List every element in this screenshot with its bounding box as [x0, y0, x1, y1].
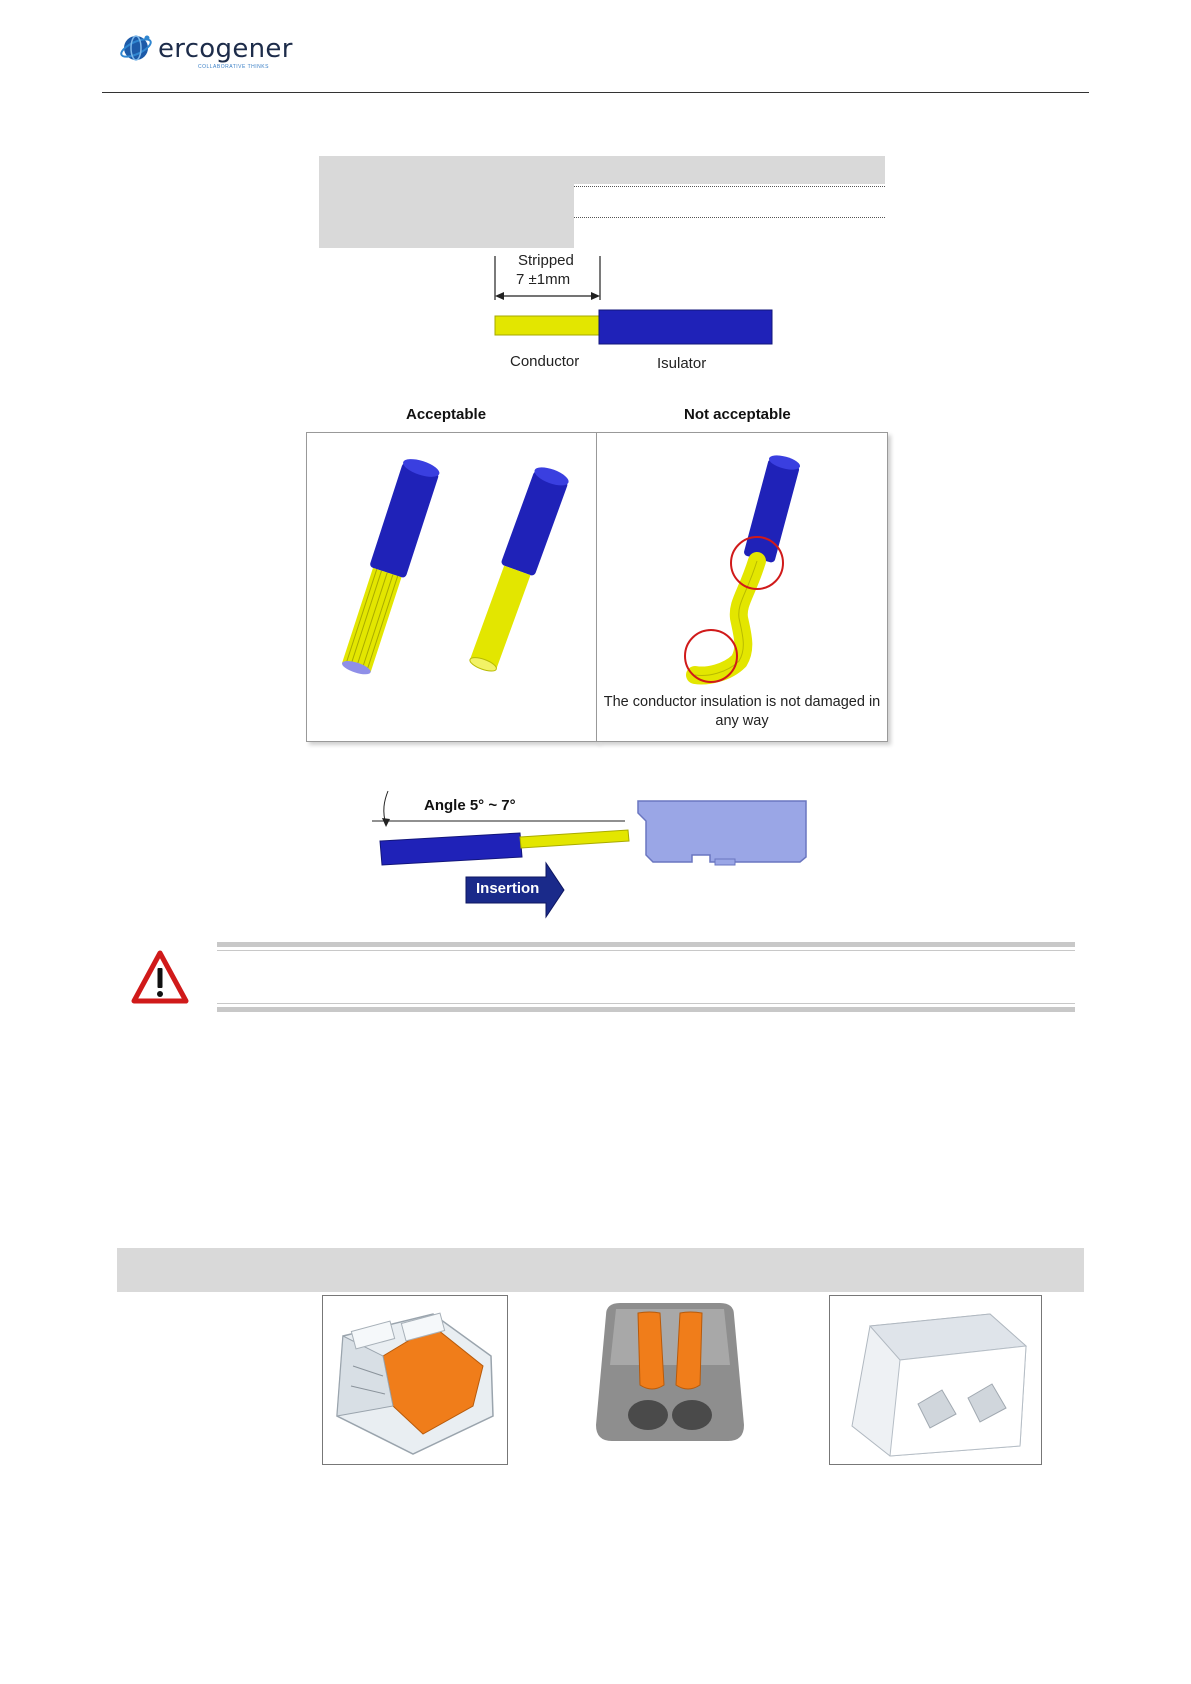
connector-photo-white [829, 1295, 1042, 1465]
grey-connector-image [590, 1295, 750, 1455]
insertion-label: Insertion [476, 880, 540, 897]
not-acceptable-heading: Not acceptable [684, 406, 791, 423]
stripped-label: Stripped [518, 252, 574, 269]
not-acceptable-note: The conductor insulation is not damaged in any way [603, 694, 881, 729]
brand-tagline: COLLABORATIVE THINKS [198, 64, 269, 70]
connector-photo-lever [322, 1295, 508, 1465]
table-header-bar [319, 156, 885, 184]
lever-connector-image [323, 1296, 507, 1464]
warning-top-rule-thin [217, 950, 1075, 951]
acceptable-panel [306, 432, 598, 742]
table-row-line [574, 217, 885, 218]
table-label-cell [319, 184, 574, 248]
strip-diagram [480, 252, 780, 377]
warning-bottom-rule-thin [217, 1003, 1075, 1004]
acceptable-heading: Acceptable [406, 406, 487, 423]
warning-triangle-icon [131, 950, 189, 1004]
not-acceptable-panel [596, 432, 888, 742]
logo-globe-icon [120, 30, 154, 66]
white-connector-image [830, 1296, 1041, 1464]
logo [120, 30, 293, 72]
conductor-label: Conductor [510, 353, 580, 370]
insertion-diagram [370, 785, 810, 925]
header-divider [102, 92, 1089, 93]
angle-arrow-icon [382, 791, 390, 827]
warning-bottom-rule [217, 1007, 1075, 1012]
insulator-label: Isulator [657, 355, 707, 372]
angle-label: Angle 5° ~ 7° [424, 797, 516, 814]
stripped-length-value: 7 ±1mm [516, 271, 571, 288]
acceptable-wires-illustration [307, 433, 597, 741]
connector-photo-grey [590, 1295, 750, 1455]
table-row-line [574, 186, 885, 187]
connector-table-header [117, 1248, 1084, 1292]
warning-top-rule [217, 942, 1075, 947]
brand-name: ercogener [158, 34, 293, 64]
